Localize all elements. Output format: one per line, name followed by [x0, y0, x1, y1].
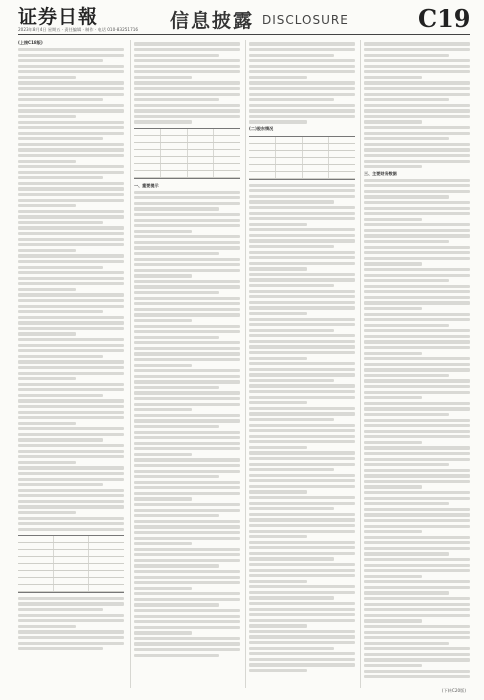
text-column-3 [249, 40, 355, 688]
column-heading: 三、主要财务数据 [364, 170, 397, 176]
masthead-rule [18, 34, 470, 35]
column-divider [130, 40, 131, 688]
section-subtitle: DISCLOSURE [262, 13, 349, 27]
column-divider [245, 40, 246, 688]
newspaper-logo: 证券日報 [18, 6, 99, 28]
column-heading: 一、重要提示 [134, 182, 159, 188]
page-number: C19 [418, 4, 471, 33]
column-heading: (上接C18版) [18, 40, 43, 45]
text-column-2 [134, 40, 240, 688]
text-column-1 [18, 40, 124, 688]
data-table [134, 128, 240, 179]
continued-note: (下转C20版) [441, 688, 466, 693]
section-title: 信息披露 [170, 10, 255, 32]
column-divider [360, 40, 361, 688]
data-table [249, 136, 355, 180]
issue-meta: 2023年8月4日 星期五 · 责任编辑 · 制作 · 电话 010-83251716 [18, 27, 139, 32]
masthead [0, 0, 484, 36]
data-table [18, 535, 124, 593]
column-heading: (二)股东情况 [249, 126, 274, 132]
text-column-4 [364, 40, 470, 688]
